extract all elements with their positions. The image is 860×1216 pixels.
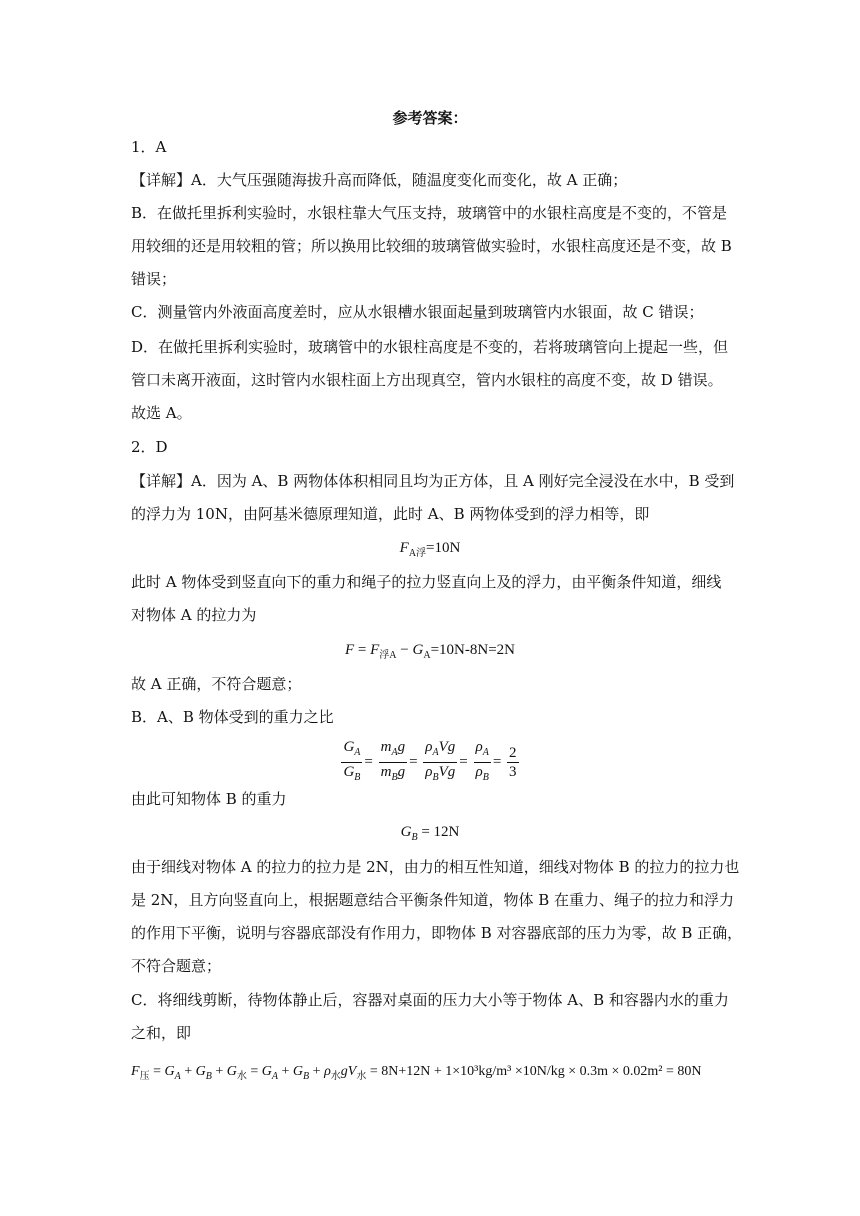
equation-weight-ratio: $\frac{G_A}{G_B}$ = $\frac{m_Ag}{m_Bg}$ = $\frac{\rho_AVg}{\rho_BVg}$ = $\frac{\rho_A}{\rho_B}$ = $\frac{2}{3}$ [343,739,517,783]
q2-line-13: 之和，即 [131,1024,192,1042]
q2-line-5: 故 A 正确，不符合题意； [131,675,302,693]
q2-line-11: 不符合题意； [131,957,222,975]
equation-buoyancy-a: $F_{A浮}=10N$ [399,540,461,559]
q1-line-7: 管口未离开液面，这时管内水银柱面上方出现真空，管内水银柱的高度不变，故 D 错误。 [131,371,723,389]
q2-line-8: 由于细线对物体 A 的拉力的拉力是 2N，由力的相互性知道，细线对物体 B 的拉力的拉力也 [131,858,740,876]
equation-weight-b: $G_B = 12N$ [400,824,460,843]
q2-line-1: 【详解】A．因为 A、B 两物体体积相同且均为正方体，且 A 刚好完全浸没在水中，B 受到 [131,472,735,490]
equation-pressure-force: $F_压 = G_A + G_B + G_水 = G_A + G_B + \rho_水gV_水 = 8N+12N + 1\times 10^3kg/m^3 \times 10N/kg \times 0.3m \times 0.02m^2 = 80N$ [131,1064,702,1082]
q1-line-6: D．在做托里拆利实验时，玻璃管中的水银柱高度是不变的，若将玻璃管向上提起一些，但 [131,338,729,356]
q1-line-1: 【详解】A．大气压强随海拔升高而降低，随温度变化而变化，故 A 正确； [131,171,628,189]
page-title: 参考答案： [392,109,468,127]
q2-line-6: B．A、B 物体受到的重力之比 [131,708,334,726]
q2-line-9: 是 2N，且方向竖直向上，根据题意结合平衡条件知道，物体 B 在重力、绳子的拉力和浮力 [131,891,734,909]
q2-line-4: 对物体 A 的拉力为 [131,606,257,624]
q1-line-5: C．测量管内外液面高度差时，应从水银槽水银面起量到玻璃管内水银面，故 C 错误； [131,303,704,321]
q1-line-3: 用较细的还是用较粗的管；所以换用比较细的玻璃管做实验时，水银柱高度还是不变，故 B [131,237,732,255]
q2-line-2: 的浮力为 10N，由阿基米德原理知道，此时 A、B 两物体受到的浮力相等，即 [131,505,650,523]
q2-line-3: 此时 A 物体受到竖直向下的重力和绳子的拉力竖直向上及的浮力，由平衡条件知道，细线 [131,573,722,591]
q2-line-10: 的作用下平衡，说明与容器底部没有作用力，即物体 B 对容器底部的压力为零，故 B 正确， [131,924,743,942]
q1-line-8: 故选 A。 [131,404,192,422]
q2-line-12: C．将细线剪断，待物体静止后，容器对桌面的压力大小等于物体 A、B 和容器内水的重力 [131,991,729,1009]
q1-line-2: B．在做托里拆利实验时，水银柱靠大气压支持，玻璃管中的水银柱高度是不变的，不管是 [131,204,728,222]
q2-line-7: 由此可知物体 B 的重力 [131,790,287,808]
q2-number: 2．D [131,438,168,456]
q1-number: 1．A [131,138,167,156]
q1-line-4: 错误； [131,270,177,288]
equation-tension: $F = F_{浮A} - G_A=10N-8N=2N$ [344,642,515,661]
